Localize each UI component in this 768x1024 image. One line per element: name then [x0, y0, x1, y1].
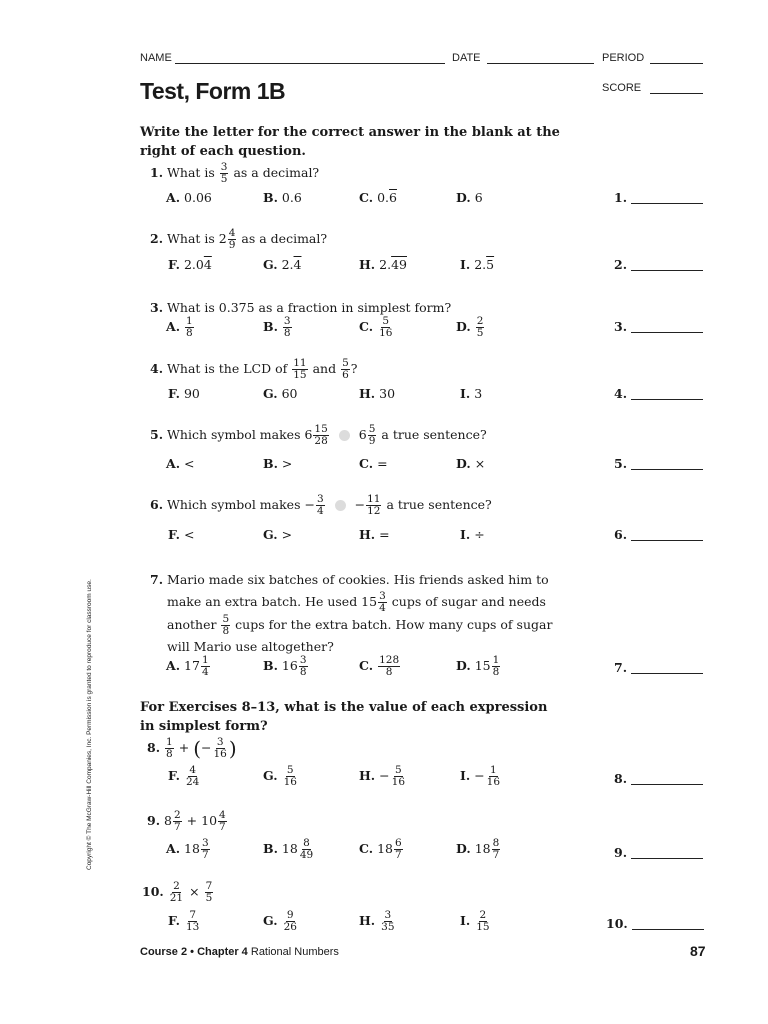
page-title: Test, Form 1B — [140, 78, 286, 104]
option-8i[interactable]: I. − $\frac{1}{16}$ — [460, 764, 501, 788]
answer-blank-6[interactable]: 6. — [614, 527, 703, 542]
name-field[interactable] — [175, 63, 445, 64]
question-9: 9. 8 $\frac{2}{7}$ + 10 $\frac{4}{7}$ — [147, 809, 226, 833]
date-field[interactable] — [487, 63, 594, 64]
option-6g[interactable]: G. > — [263, 527, 293, 542]
answer-blank-2[interactable]: 2. — [614, 257, 703, 272]
question-10: 10. $\frac{2}{21}$ × $\frac{7}{5}$ — [142, 880, 213, 904]
answer-blank-7[interactable]: 7. — [614, 660, 703, 675]
option-2i[interactable]: I. 2.5 — [460, 257, 495, 272]
option-4i[interactable]: I. 3 — [460, 386, 483, 401]
option-4g[interactable]: G. 60 — [263, 386, 298, 401]
instructions: Write the letter for the correct answer in the blank at the right of each question. — [140, 125, 560, 159]
option-5c[interactable]: C. = — [359, 456, 388, 471]
option-9a[interactable]: A. 18 $\frac{3}{7}$ — [166, 837, 209, 861]
option-3a[interactable]: A. $\frac{1}{8}$ — [166, 315, 193, 339]
name-label: NAME — [140, 52, 172, 64]
question-6: 6. Which symbol makes − $\frac{3}{4}$ − $\frac{11}{12}$ a true sentence? — [150, 493, 492, 517]
option-6f[interactable]: F. < — [168, 527, 195, 542]
option-5a[interactable]: A. < — [166, 456, 195, 471]
option-4h[interactable]: H. 30 — [359, 386, 396, 401]
option-3d[interactable]: D. $\frac{2}{5}$ — [456, 315, 484, 339]
option-6i[interactable]: I. ÷ — [460, 527, 485, 542]
option-9c[interactable]: C. 18 $\frac{6}{7}$ — [359, 837, 402, 861]
score-label: SCORE — [602, 82, 642, 94]
option-10h[interactable]: H. $\frac{3}{35}$ — [359, 909, 395, 933]
footer-course: Course 2 • Chapter 4 Rational Numbers — [140, 946, 339, 958]
option-10f[interactable]: F. $\frac{7}{13}$ — [168, 909, 200, 933]
option-3b[interactable]: B. $\frac{3}{8}$ — [263, 315, 291, 339]
period-label: PERIOD — [602, 52, 645, 64]
instructions-2: For Exercises 8–13, what is the value of each expression in simplest form? — [140, 700, 548, 734]
answer-blank-9[interactable]: 9. — [614, 845, 703, 860]
answer-blank-4[interactable]: 4. — [614, 386, 703, 401]
date-label: DATE — [452, 52, 481, 64]
option-7c[interactable]: C. $\frac{128}{8}$ — [359, 654, 400, 678]
option-1c[interactable]: C. 0.6 — [359, 190, 397, 205]
option-7b[interactable]: B. 16 $\frac{3}{8}$ — [263, 654, 307, 678]
option-2g[interactable]: G. 2.4 — [263, 257, 302, 272]
option-1d[interactable]: D. 6 — [456, 190, 483, 205]
period-field[interactable] — [650, 63, 703, 64]
comparison-circle — [335, 500, 346, 511]
copyright-notice: Copyright © The McGraw-Hill Companies, Inc. Permission is granted to reproduce for classroom use. — [86, 579, 93, 870]
question-3: 3. What is 0.375 as a fraction in simplest form? — [150, 300, 452, 315]
option-10i[interactable]: I. $\frac{2}{15}$ — [460, 909, 490, 933]
question-5: 5. Which symbol makes 6 $\frac{15}{28}$ 6 $\frac{5}{9}$ a true sentence? — [150, 423, 487, 447]
option-2h[interactable]: H. 2.49 — [359, 257, 407, 272]
option-1b[interactable]: B. 0.6 — [263, 190, 302, 205]
question-2: 2. What is 2 $\frac{4}{9}$ as a decimal? — [150, 227, 328, 251]
option-8g[interactable]: G. $\frac{5}{16}$ — [263, 764, 297, 788]
option-9b[interactable]: B. 18 $\frac{8}{49}$ — [263, 837, 314, 861]
score-field[interactable] — [650, 93, 703, 94]
question-1: 1. What is $\frac{3}{5}$ as a decimal? — [150, 161, 320, 185]
option-7a[interactable]: A. 17 $\frac{1}{4}$ — [166, 654, 209, 678]
option-3c[interactable]: C. $\frac{5}{16}$ — [359, 315, 393, 339]
comparison-circle — [339, 430, 350, 441]
answer-blank-3[interactable]: 3. — [614, 319, 703, 334]
option-7d[interactable]: D. 15 $\frac{1}{8}$ — [456, 654, 500, 678]
question-4: 4. What is the LCD of $\frac{11}{15}$ and $\frac{5}{6}$ ? — [150, 357, 358, 381]
answer-blank-5[interactable]: 5. — [614, 456, 703, 471]
option-5b[interactable]: B. > — [263, 456, 293, 471]
option-2f[interactable]: F. 2.04 — [168, 257, 212, 272]
question-7: 7. Mario made six batches of cookies. His friends asked him to make an extra batch. He used 15 $\frac{3}{4}$ cups of sugar and needs another $\frac{5}{8}$ cups for the extra batch. How many cups of sugar will Mario use altogether? — [150, 572, 553, 654]
option-5d[interactable]: D. × — [456, 456, 486, 471]
option-9d[interactable]: D. 18 $\frac{8}{7}$ — [456, 837, 500, 861]
option-4f[interactable]: F. 90 — [168, 386, 200, 401]
page-number: 87 — [690, 943, 706, 959]
option-10g[interactable]: G. $\frac{9}{26}$ — [263, 909, 297, 933]
option-8f[interactable]: F. $\frac{4}{24}$ — [168, 764, 200, 788]
option-1a[interactable]: A. 0.06 — [166, 190, 212, 205]
option-8h[interactable]: H. − $\frac{5}{16}$ — [359, 764, 406, 788]
answer-blank-8[interactable]: 8. — [614, 771, 703, 786]
option-6h[interactable]: H. = — [359, 527, 390, 542]
question-8: 8. $\frac{1}{8}$ + (− $\frac{3}{16}$ ) — [147, 736, 237, 761]
answer-blank-1[interactable]: 1. — [614, 190, 703, 205]
answer-blank-10[interactable]: 10. — [606, 916, 704, 931]
